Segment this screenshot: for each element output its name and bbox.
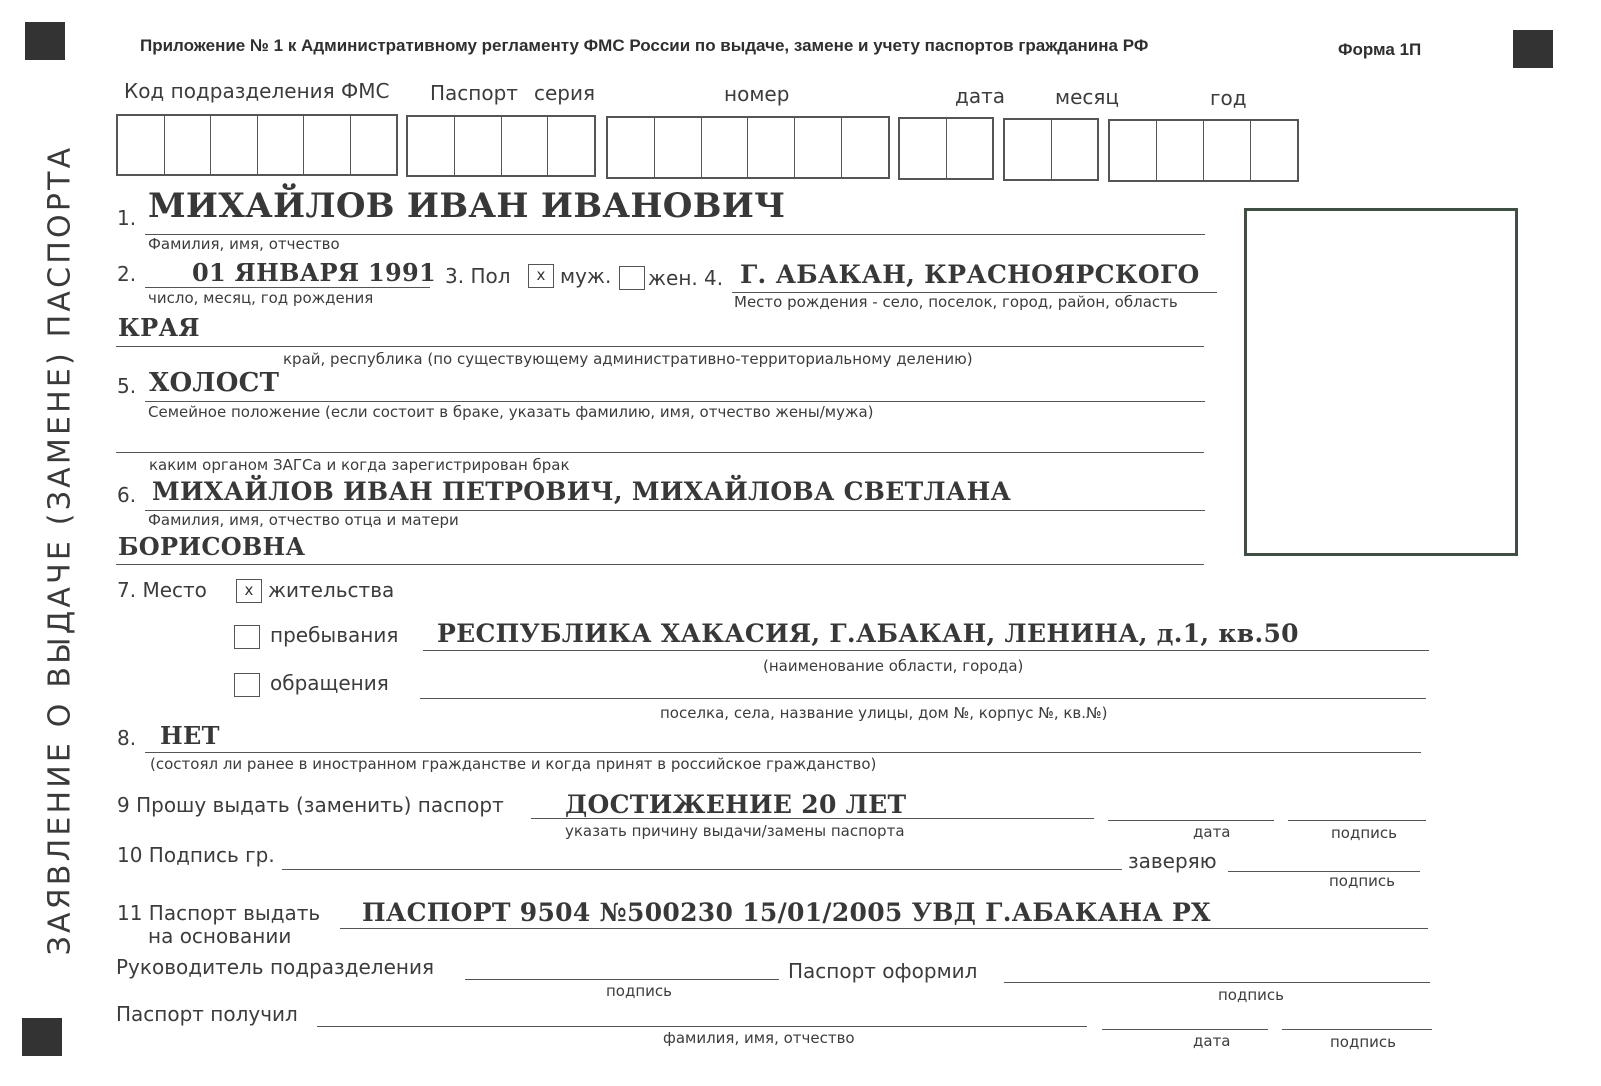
request-label: 9 Прошу выдать (заменить) паспорт [117, 793, 504, 817]
birth-place-caption-2: край, республика (по существующему административно-территориальному делению) [283, 350, 973, 368]
issue-basis-label: 11 Паспорт выдать [117, 901, 321, 925]
certify-label: заверяю [1128, 849, 1217, 873]
address-line [423, 650, 1429, 651]
citizenship-caption: (состоял ли ранее в иностранном гражданстве и когда принят в российское гражданство) [150, 755, 877, 773]
photo-box [1244, 208, 1518, 556]
stay-checkbox[interactable] [234, 625, 260, 649]
marriage-registration-caption: каким органом ЗАГСа и когда зарегистрирован брак [149, 456, 570, 474]
birth-place-value[interactable]: Г. АБАКАН, КРАСНОЯРСКОГО [740, 260, 1200, 289]
field-1-number: 1. [117, 206, 137, 230]
passport-series-cells[interactable] [406, 115, 596, 177]
appendix-header: Приложение № 1 к Административному регламенту ФМС России по выдаче, замене и учету паспортов гражданина РФ [140, 36, 1149, 55]
series-label: серия [534, 81, 596, 105]
request-sign-line [1288, 820, 1426, 821]
stay-label: пребывания [270, 623, 399, 647]
full-name-value[interactable]: МИХАЙЛОВ ИВАН ИВАНОВИЧ [148, 186, 786, 226]
birth-place-cont-line [116, 346, 1204, 347]
parents-cont-line [116, 564, 1204, 565]
issue-basis-value[interactable]: ПАСПОРТ 9504 №500230 15/01/2005 УВД Г.АБАКАНА РХ [362, 898, 1211, 927]
date-day-cells[interactable] [898, 117, 994, 180]
request-date-line [1108, 820, 1274, 821]
signature-line [282, 869, 1122, 870]
issue-basis-label-2: на основании [148, 924, 292, 948]
registration-marker-top-right [1513, 30, 1553, 68]
sex-female-label: жен. [648, 266, 698, 290]
issued-by-line [1004, 982, 1430, 983]
fms-code-label: Код подразделения ФМС [124, 79, 390, 103]
passport-number-cells[interactable] [606, 116, 890, 179]
issued-by-label: Паспорт оформил [788, 959, 978, 983]
field-4-number: 4. [704, 266, 724, 290]
birth-place-value-cont[interactable]: КРАЯ [118, 313, 200, 342]
residence-label: жительства [268, 578, 395, 602]
sex-male-checkbox[interactable]: x [528, 264, 554, 288]
birth-place-caption: Место рождения - село, поселок, город, район, область [734, 293, 1178, 311]
head-of-unit-sign-caption: подпись [606, 982, 672, 1000]
fms-code-cells[interactable] [116, 114, 398, 176]
field-5-number: 5. [117, 374, 137, 398]
registration-marker-top-left [25, 22, 65, 60]
request-reason-line [531, 818, 1094, 819]
received-by-date-line [1102, 1029, 1268, 1030]
full-name-caption: Фамилия, имя, отчество [148, 235, 340, 253]
marital-status-line [145, 401, 1205, 402]
appeal-label: обращения [270, 671, 389, 695]
appeal-caption: поселка, села, название улицы, дом №, корпус №, кв.№) [660, 704, 1108, 722]
request-reason-value[interactable]: ДОСТИЖЕНИЕ 20 ЛЕТ [565, 790, 907, 819]
form-code: Форма 1П [1338, 40, 1422, 59]
day-label: дата [955, 84, 1005, 108]
registration-marker-bottom-left [22, 1018, 62, 1056]
received-by-sign-line [1282, 1029, 1432, 1030]
request-reason-caption: указать причину выдачи/замены паспорта [565, 822, 905, 840]
residence-checkbox[interactable]: x [236, 579, 262, 603]
birth-date-line [145, 287, 430, 288]
sex-label: 3. Пол [445, 264, 511, 288]
head-of-unit-label: Руководитель подразделения [116, 955, 434, 979]
received-by-date-caption: дата [1193, 1032, 1231, 1050]
passport-label: Паспорт [430, 81, 518, 105]
date-month-cells[interactable] [1003, 118, 1099, 181]
parents-value[interactable]: МИХАЙЛОВ ИВАН ПЕТРОВИЧ, МИХАЙЛОВА СВЕТЛАНА [152, 477, 1012, 506]
received-by-sign-caption: подпись [1330, 1033, 1396, 1051]
date-year-cells[interactable] [1108, 119, 1299, 182]
month-label: месяц [1055, 85, 1120, 109]
sex-male-label: муж. [560, 264, 612, 288]
received-by-name-caption: фамилия, имя, отчество [663, 1029, 855, 1047]
appeal-checkbox[interactable] [234, 673, 260, 697]
birth-date-caption: число, месяц, год рождения [148, 289, 374, 307]
received-by-name-line [317, 1026, 1087, 1027]
issued-by-sign-caption: подпись [1218, 986, 1284, 1004]
side-title: ЗАЯВЛЕНИЕ О ВЫДАЧЕ (ЗАМЕНЕ) ПАСПОРТА [42, 144, 78, 956]
sex-female-checkbox[interactable] [619, 266, 645, 290]
address-value[interactable]: РЕСПУБЛИКА ХАКАСИЯ, Г.АБАКАН, ЛЕНИНА, д.1, кв.50 [437, 619, 1299, 648]
address-caption: (наименование области, города) [763, 657, 1024, 675]
marital-status-value[interactable]: ХОЛОСТ [149, 368, 280, 398]
issue-basis-line [340, 928, 1428, 929]
head-of-unit-line [465, 979, 779, 980]
field-8-number: 8. [117, 726, 137, 750]
parents-value-cont[interactable]: БОРИСОВНА [118, 532, 306, 561]
marriage-registration-line [116, 452, 1204, 453]
citizenship-value[interactable]: НЕТ [160, 721, 220, 750]
place-label: 7. Место [117, 578, 207, 602]
received-by-label: Паспорт получил [116, 1002, 298, 1026]
birth-date-value[interactable]: 01 ЯНВАРЯ 1991 [192, 258, 436, 287]
certify-sign-caption: подпись [1329, 872, 1395, 890]
request-sign-caption: подпись [1331, 824, 1397, 842]
marital-status-caption: Семейное положение (если состоит в браке, указать фамилию, имя, отчество жены/мужа) [148, 403, 874, 421]
signature-label: 10 Подпись гр. [117, 843, 275, 867]
citizenship-line [145, 752, 1421, 753]
number-label: номер [724, 82, 790, 106]
request-date-caption: дата [1193, 823, 1231, 841]
year-label: год [1210, 86, 1247, 110]
field-2-number: 2. [117, 262, 137, 286]
parents-caption: Фамилия, имя, отчество отца и матери [148, 511, 459, 529]
appeal-line [420, 698, 1426, 699]
field-6-number: 6. [117, 483, 137, 507]
